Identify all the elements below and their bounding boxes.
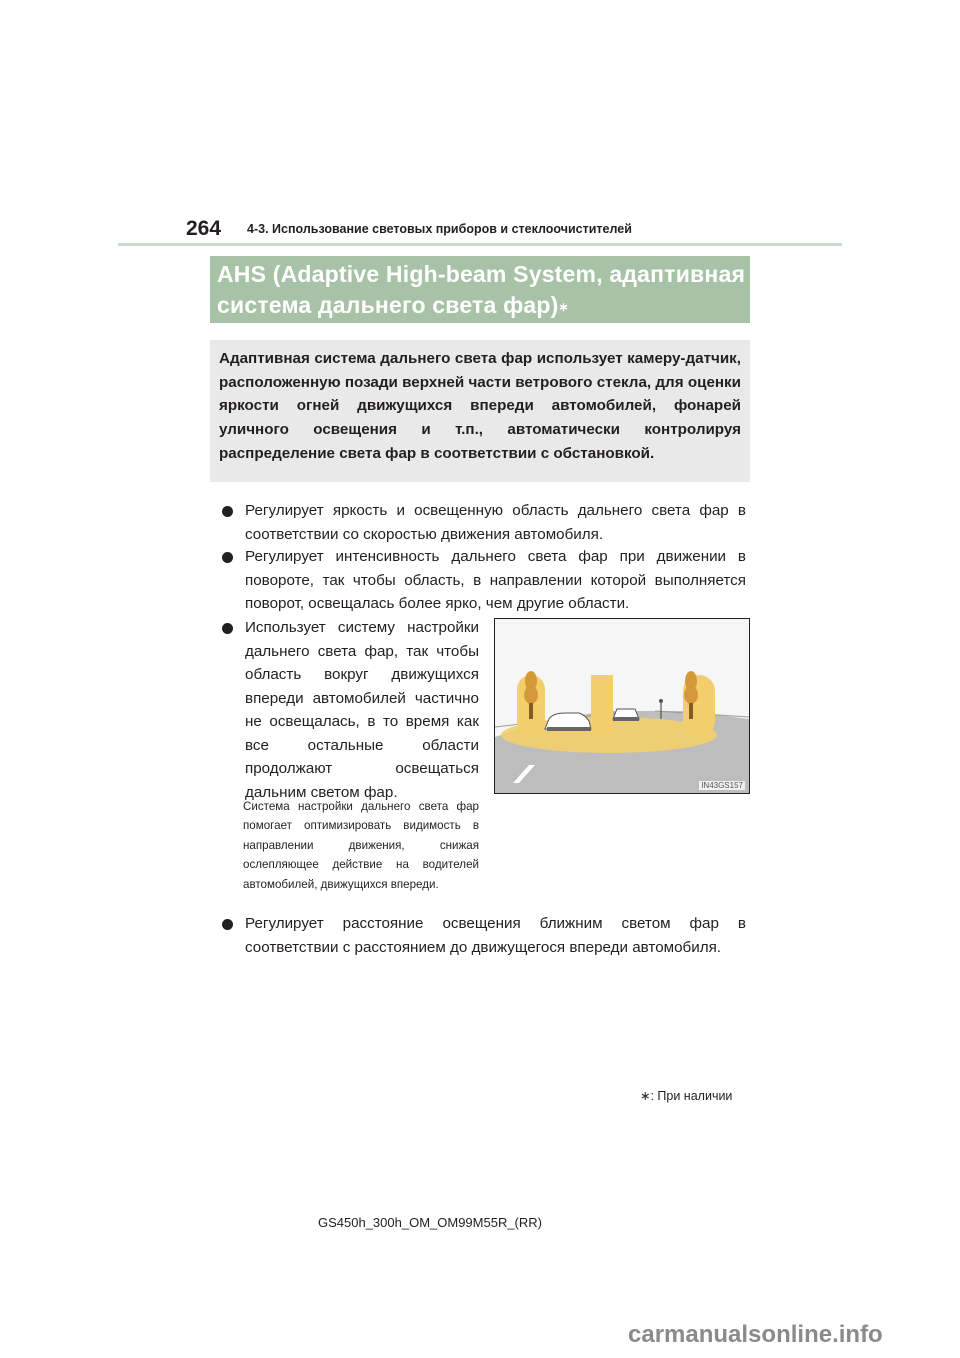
bullet-item [222, 499, 746, 546]
watermark: carmanualsonline.info [628, 1321, 883, 1348]
figure-code: IN43GS157 [701, 781, 743, 790]
bullet-icon [222, 623, 233, 634]
intro-box [210, 340, 750, 482]
headlight-illustration [494, 618, 750, 794]
bullet-icon [222, 506, 233, 517]
bullet-item [222, 616, 479, 804]
chapter-title: 4-3. Использование световых приборов и стеклоочистителей [247, 222, 632, 236]
page-number: 264 [186, 217, 222, 240]
bullet-text: Регулирует яркость и освещенную область дальнего света фар в соответствии со скоростью движения автомобиля. [245, 502, 746, 543]
bullet-text: Использует систему настройки дальнего света фар, так чтобы область вокруг движущихся впереди автомобилей частично не освещалась, в то время как все остальные области продолжают освещаться дальним светом фар. [245, 619, 479, 801]
section-title-box [210, 256, 750, 323]
availability-marker: ∗ [558, 300, 569, 314]
bullet-icon [222, 919, 233, 930]
bullet-icon [222, 552, 233, 563]
section-title-line1: AHS (Adaptive High-beam System, адаптивная [217, 261, 746, 287]
intro-text: Адаптивная система дальнего света фар использует камеру-датчик, расположенную позади верхней части ветрового стекла, для оценки яркости огней движущихся впереди автомобилей, фонарей уличного освещения и т.п., автоматически контролируя распределение света фар в соответствии с обстановкой. [219, 350, 741, 462]
illustration-headlight-beam-icon [495, 619, 749, 793]
bullet-text: Регулирует интенсивность дальнего света фар при движении в повороте, так чтобы область, в направлении которой выполняется поворот, освещалась более ярко, чем другие области. [245, 548, 746, 612]
bullet-text: Регулирует расстояние освещения ближним светом фар в соответствии с расстоянием до движущегося впереди автомобиля. [245, 915, 746, 956]
bullet-item [222, 545, 746, 616]
section-title-line2 [217, 290, 750, 321]
bullet-item [222, 912, 746, 959]
section-title-text: система дальнего света фар) [217, 292, 559, 318]
header-divider [118, 243, 842, 246]
footnote: ∗: При наличии [640, 1089, 733, 1103]
model-code: GS450h_300h_OM_OM99M55R_(RR) [318, 1215, 542, 1230]
note-text: Система настройки дальнего света фар помогает оптимизировать видимость в направлении движения, снижая ослепляющее действие на водителей автомобилей, движущихся впереди. [243, 800, 479, 891]
